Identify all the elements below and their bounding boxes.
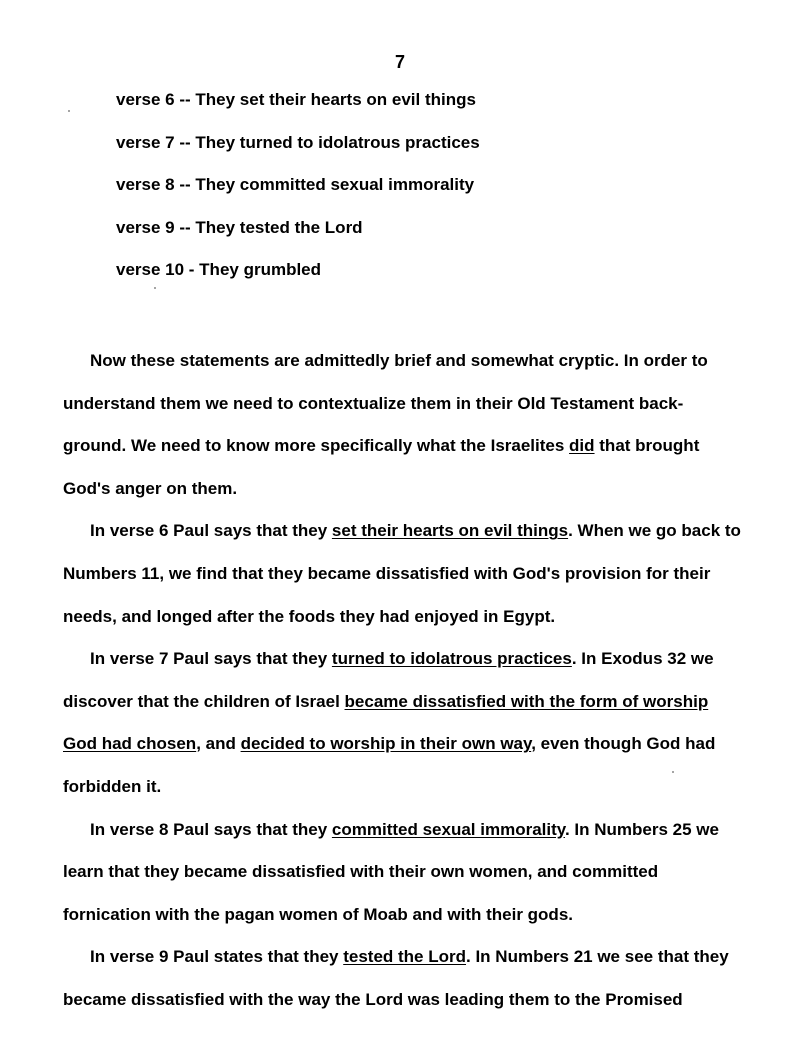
- paragraph-text: In verse 7 Paul says that they: [90, 649, 332, 669]
- verse-item-7: verse 7 -- They turned to idolatrous practices: [116, 132, 480, 152]
- paragraph-text: . In Exodus 32 we discover that the children of Israel: [63, 649, 714, 711]
- underlined-text: turned to idolatrous practices: [331, 649, 572, 669]
- verse-item-10: verse 10 - They grumbled: [116, 260, 322, 279]
- body-text: [63, 340, 743, 1022]
- paragraph-text: In verse 8 Paul says that they: [90, 819, 332, 839]
- paragraph-verse-9: [63, 936, 743, 1021]
- paragraph-text: Now these statements are admittedly brief and somewhat cryptic. In order to understand them we need to contextualize them in their Old Testament back-ground. We need to know more specifically what the Israelites: [63, 351, 708, 456]
- paragraph-verse-7: [63, 638, 743, 808]
- paragraph-verse-6: [63, 510, 743, 638]
- paragraph-text: In verse 9 Paul states that they: [90, 947, 344, 967]
- page-number: 7: [394, 52, 405, 72]
- paragraph-context: [63, 340, 743, 510]
- underlined-text: tested the Lord: [343, 947, 467, 967]
- paragraph-verse-8: [63, 809, 743, 937]
- verse-item-8: verse 8 -- They committed sexual immorality: [116, 175, 475, 194]
- underlined-text: became dissatisfied with the form of worship God had chosen: [63, 691, 709, 754]
- paragraph-text: , and: [196, 734, 241, 754]
- underlined-text: did: [569, 436, 595, 456]
- scan-speck: [672, 771, 674, 773]
- verse-list: [116, 88, 480, 301]
- verse-item-9: verse 9 -- They tested the Lord: [116, 217, 363, 237]
- underlined-text: set their hearts on evil things: [331, 521, 569, 541]
- paragraph-text: In verse 6 Paul says that they: [90, 521, 332, 541]
- paragraph-text: that brought God's anger on them.: [63, 436, 700, 498]
- verse-item-6: verse 6 -- They set their hearts on evil things: [116, 90, 476, 109]
- scan-speck: [68, 110, 70, 112]
- paragraph-text: . In Numbers 25 we learn that they became dissatisfied with their own women, and committed fornication with the pagan women of Moab and with their gods.: [63, 819, 719, 924]
- underlined-text: decided to worship in their own way: [240, 734, 532, 754]
- scan-speck: [154, 287, 156, 289]
- paragraph-text: , even though God had forbidden it.: [63, 734, 716, 796]
- underlined-text: committed sexual immorality: [331, 819, 565, 839]
- paragraph-text: . In Numbers 21 we see that they became dissatisfied with the way the Lord was leading them to the Promised: [63, 947, 729, 1009]
- paragraph-text: . When we go back to Numbers 11, we find that they became dissatisfied with God's provision for their needs, and longed after the foods they had enjoyed in Egypt.: [63, 521, 741, 626]
